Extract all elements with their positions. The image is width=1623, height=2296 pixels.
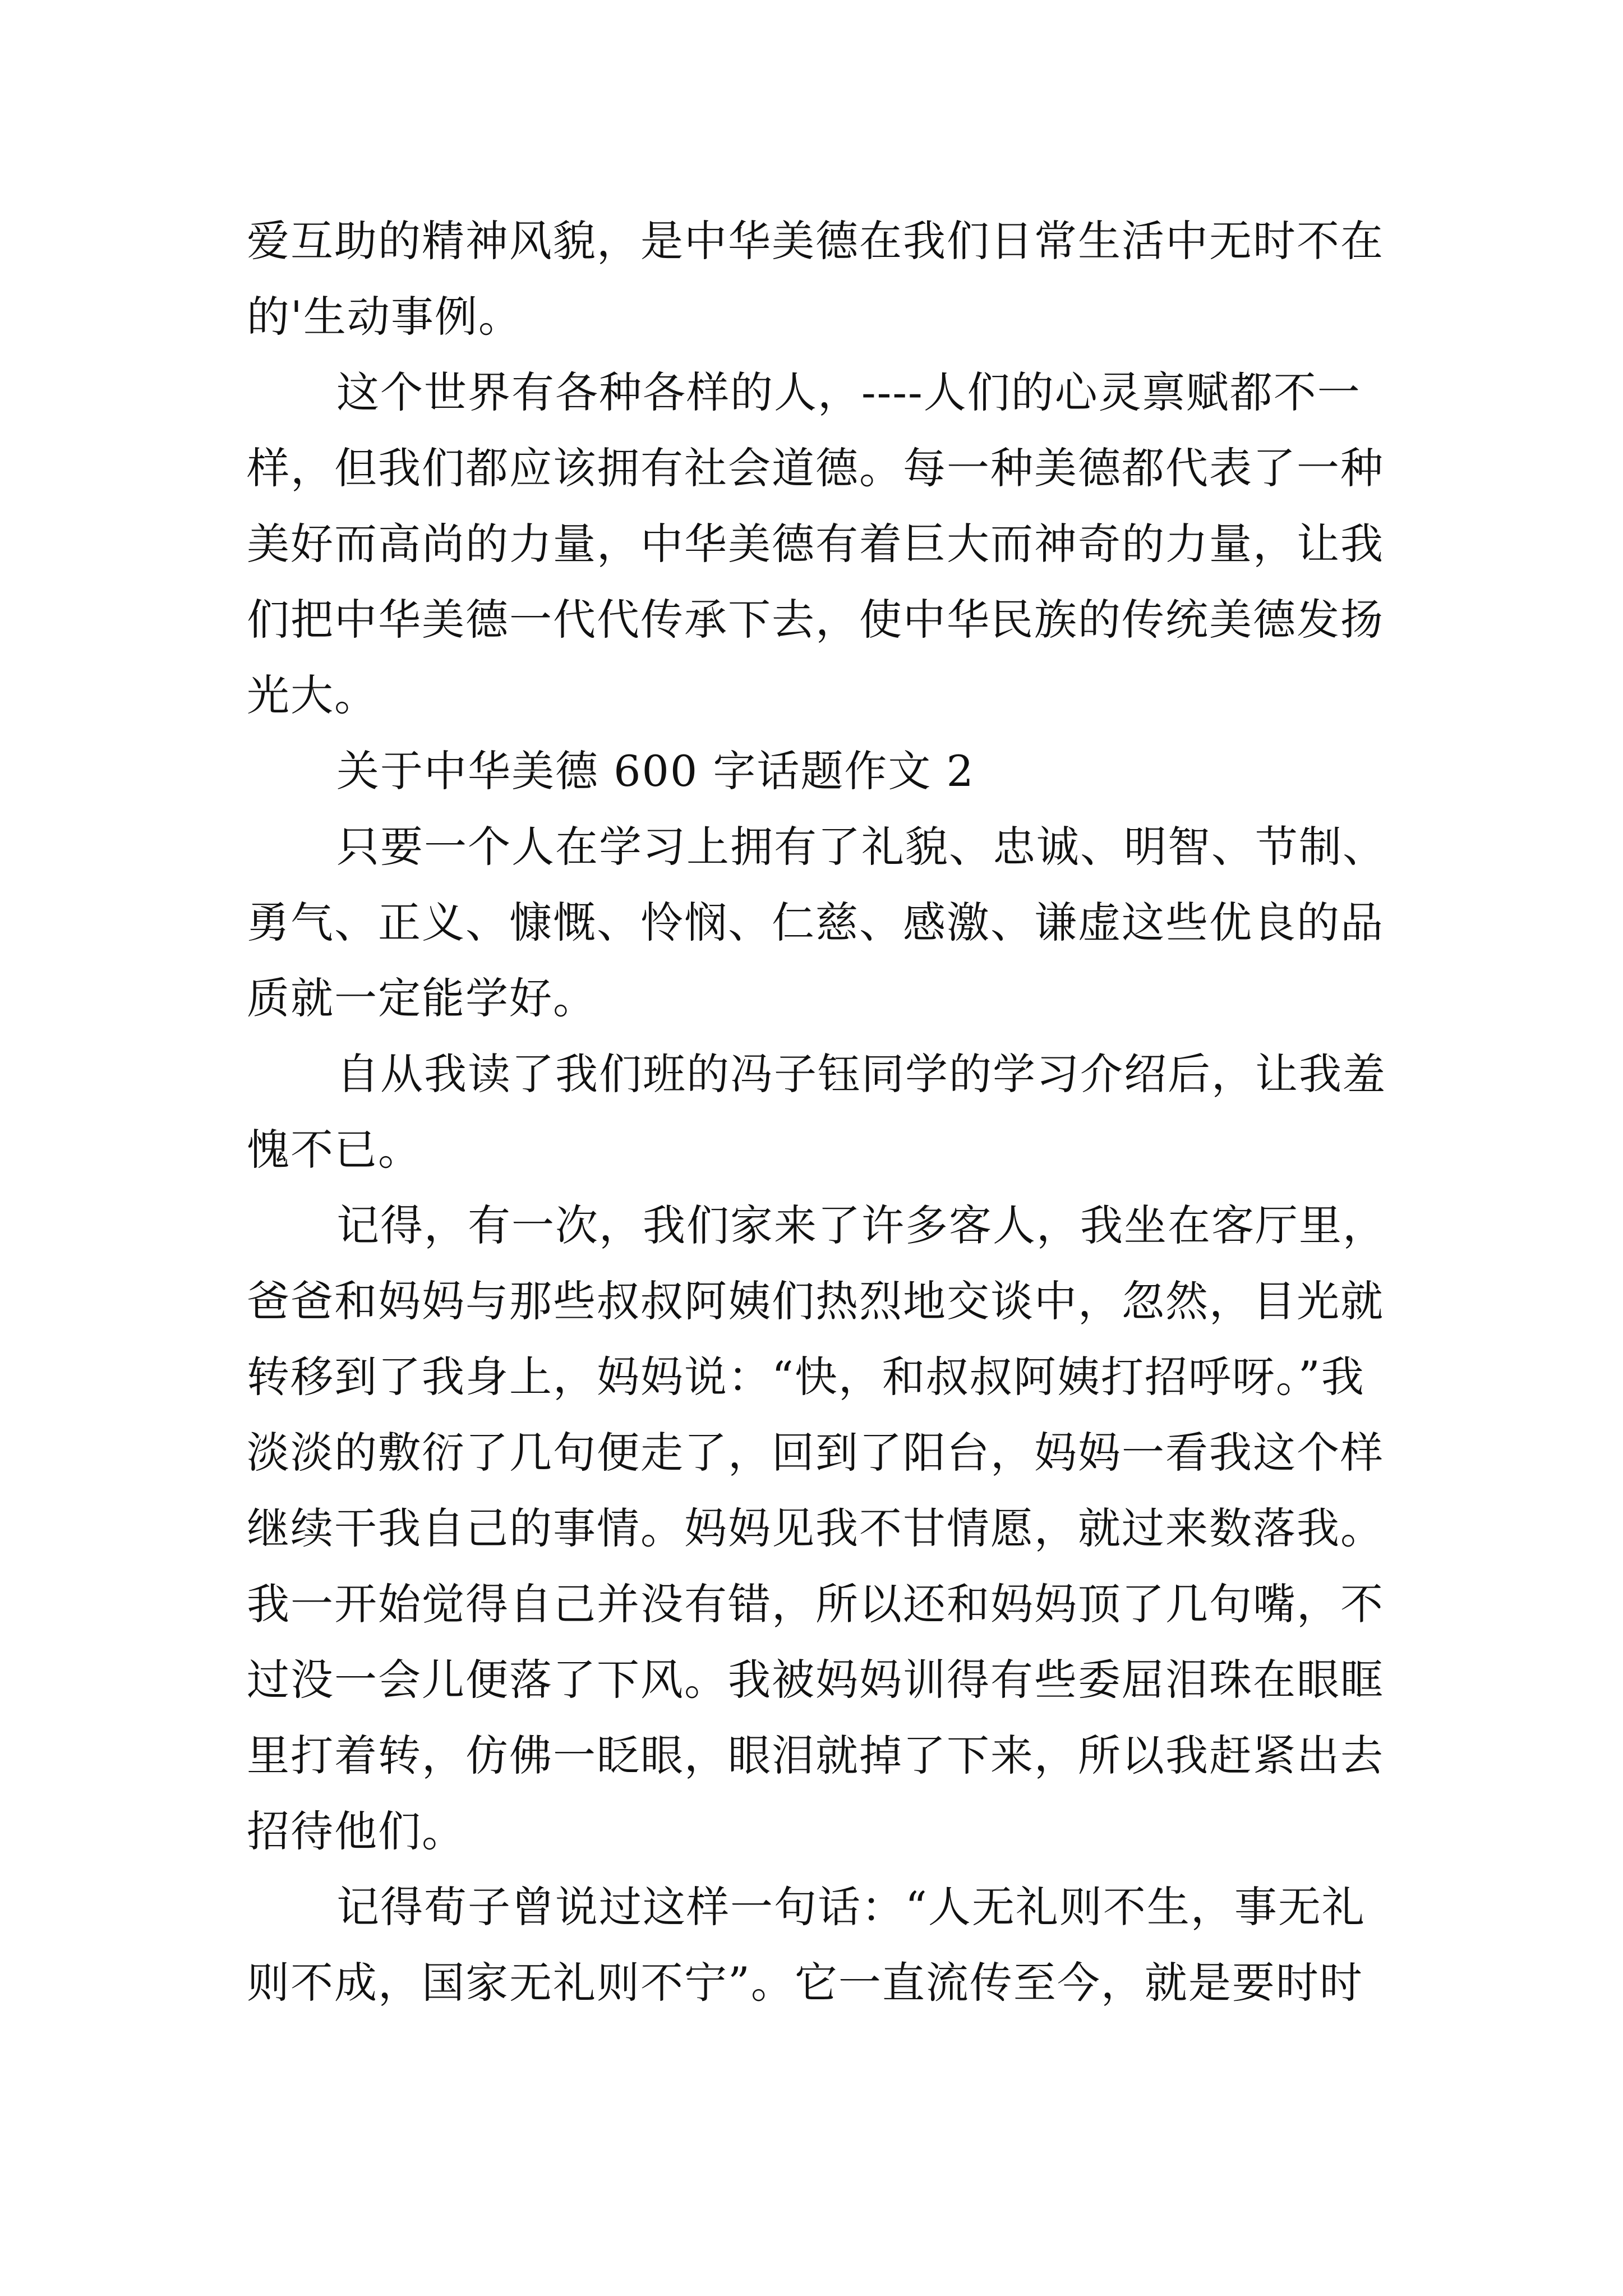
text-line: 样，但我们都应该拥有社会道德。每一种美德都代表了一种 xyxy=(247,443,1384,493)
text-line: 则不成，国家无礼则不宁”。它一直流传至今，就是要时时 xyxy=(247,1958,1363,2008)
text-line: 质就一定能学好。 xyxy=(247,973,597,1023)
text-line: 里打着转，仿佛一眨眼，眼泪就掉了下来，所以我赶紧出去 xyxy=(247,1731,1384,1780)
paragraph-start-line: 记得荀子曾说过这样一句话：“人无礼则不生，事无礼 xyxy=(336,1882,1366,1932)
text-line: 们把中华美德一代代传承下去，使中华民族的传统美德发扬 xyxy=(247,595,1384,645)
text-line: 淡淡的敷衍了几句便走了，回到了阳台，妈妈一看我这个样 xyxy=(247,1428,1384,1478)
paragraph-start-line: 这个世界有各种各样的人，----人们的心灵禀赋都不一 xyxy=(336,367,1361,417)
text-line: 愧不已。 xyxy=(247,1125,422,1175)
text-line: 我一开始觉得自己并没有错，所以还和妈妈顶了几句嘴，不 xyxy=(247,1579,1384,1629)
text-line: 勇气、正义、慷慨、怜悯、仁慈、感激、谦虚这些优良的品 xyxy=(247,898,1384,947)
section-heading: 关于中华美德 600 字话题作文 2 xyxy=(336,746,975,796)
paragraph-start-line: 记得，有一次，我们家来了许多客人，我坐在客厅里， xyxy=(336,1200,1386,1250)
text-line: 爱互助的精神风貌，是中华美德在我们日常生活中无时不在 xyxy=(247,216,1384,266)
text-line: 的'生动事例。 xyxy=(247,292,522,342)
text-line: 美好而高尚的力量，中华美德有着巨大而神奇的力量，让我 xyxy=(247,519,1384,569)
text-line: 光大。 xyxy=(247,670,378,720)
text-line: 爸爸和妈妈与那些叔叔阿姨们热烈地交谈中，忽然，目光就 xyxy=(247,1276,1384,1326)
text-line: 招待他们。 xyxy=(247,1806,465,1856)
text-line: 过没一会儿便落了下风。我被妈妈训得有些委屈泪珠在眼眶 xyxy=(247,1655,1384,1705)
paragraph-start-line: 自从我读了我们班的冯子钰同学的学习介绍后，让我羞 xyxy=(336,1049,1386,1099)
text-line: 继续干我自己的事情。妈妈见我不甘情愿，就过来数落我。 xyxy=(247,1503,1384,1553)
text-line: 转移到了我身上，妈妈说：“快，和叔叔阿姨打招呼呀。”我 xyxy=(247,1352,1365,1402)
paragraph-start-line: 只要一个人在学习上拥有了礼貌、忠诚、明智、节制、 xyxy=(336,822,1386,872)
